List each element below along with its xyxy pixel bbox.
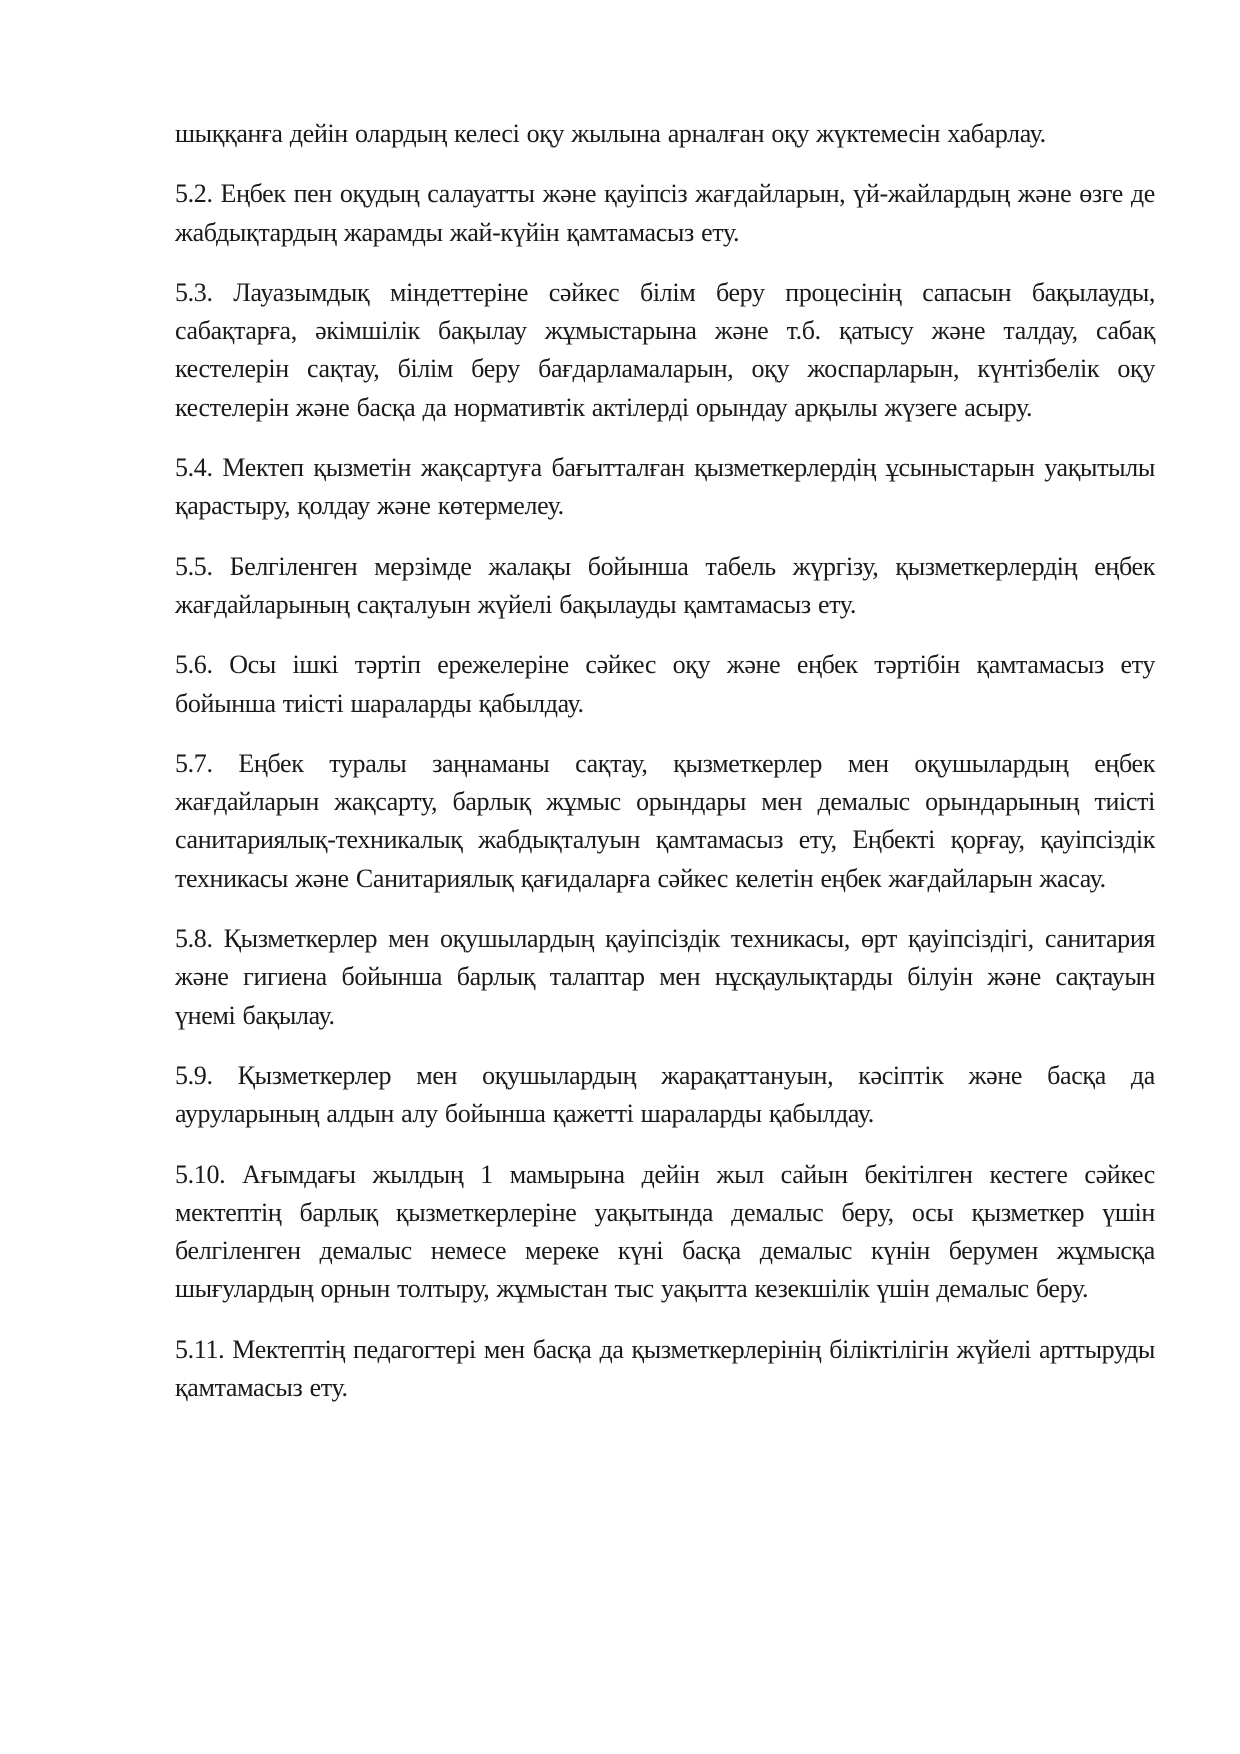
paragraph-text: Мектеп қызметін жақсартуға бағытталған қызметкерлердің ұсыныстарын уақытылы қарастыру, қолдау және көтермелеу. (175, 453, 1155, 521)
paragraph-5-10 (175, 1156, 1155, 1309)
paragraph-5-2 (175, 175, 1155, 252)
paragraph-5-4 (175, 449, 1155, 526)
paragraph-text: Қызметкерлер мен оқушылардың қауіпсіздік техникасы, өрт қауіпсіздігі, санитария және гигиена бойынша барлық талаптар мен нұсқаулықтарды білуін және сақтауын үнемі бақылау. (175, 924, 1155, 1030)
paragraph-number: 5.10. (175, 1159, 226, 1189)
paragraph-number: 5.11. (175, 1334, 225, 1364)
paragraph-5-11 (175, 1331, 1155, 1408)
paragraph-text: Ағымдағы жылдың 1 мамырына дейін жыл сайын бекітілген кестеге сәйкес мектептің барлық қызметкерлеріне уақытында демалыс беру, осы қызметкер үшін белгіленген демалыс немесе мереке күні басқа демалыс күнін берумен жұмысқа шығулардың орнын толтыру, жұмыстан тыс уақытта кезекшілік үшін демалыс беру. (175, 1159, 1155, 1304)
paragraph-text: шыққанға дейін олардың келесі оқу жылына арналған оқу жүктемесін хабарлау. (175, 119, 1046, 148)
paragraph-text: Осы ішкі тәртіп ережелеріне сәйкес оқу және еңбек тәртібін қамтамасыз ету бойынша тиісті шараларды қабылдау. (175, 650, 1155, 718)
paragraph-text: Белгіленген мерзімде жалақы бойынша табель жүргізу, қызметкерлердің еңбек жағдайларының сақталуын жүйелі бақылауды қамтамасыз ету. (175, 551, 1155, 619)
paragraph-continuation (175, 115, 1155, 153)
paragraph-number: 5.5. (175, 551, 213, 581)
paragraph-number: 5.8. (175, 924, 213, 954)
document-page (175, 115, 1155, 1429)
paragraph-text: Мектептің педагогтері мен басқа да қызметкерлерінің біліктілігін жүйелі арттыруды қамтамасыз ету. (175, 1334, 1155, 1403)
paragraph-5-7 (175, 745, 1155, 898)
paragraph-number: 5.3. (175, 277, 213, 307)
paragraph-number: 5.4. (175, 453, 213, 483)
paragraph-number: 5.2. (175, 179, 213, 209)
paragraph-5-3 (175, 274, 1155, 427)
paragraph-number: 5.7. (175, 748, 213, 778)
paragraph-number: 5.6. (175, 650, 213, 680)
paragraph-text: Лауазымдық міндеттеріне сәйкес білім беру процесінің сапасын бақылауды, сабақтарға, әкімшілік бақылау жұмыстарына және т.б. қатысу және талдау, сабақ кестелерін сақтау, білім беру бағдарламаларын, оқу жоспарларын, күнтізбелік оқу кестелерін және басқа да нормативтік актілерді орындау арқылы жүзеге асыру. (175, 277, 1155, 422)
paragraph-5-6 (175, 646, 1155, 723)
paragraph-text: Еңбек пен оқудың салауатты және қауіпсіз жағдайларын, үй-жайлардың және өзге де жабдықтардың жарамды жай-күйін қамтамасыз ету. (175, 179, 1155, 247)
paragraph-5-5 (175, 548, 1155, 625)
paragraph-text: Еңбек туралы заңнаманы сақтау, қызметкерлер мен оқушылардың еңбек жағдайларын жақсарту, барлық жұмыс орындары мен демалыс орындарының тиісті санитариялық-техникалық жабдықталуын қамтамасыз ету, Еңбекті қорғау, қауіпсіздік техникасы және Санитариялық қағидаларға сәйкес келетін еңбек жағдайларын жасау. (175, 748, 1156, 893)
paragraph-text: Қызметкерлер мен оқушылардың жарақаттануын, кәсіптік және басқа да ауруларының алдын алу бойынша қажетті шараларды қабылдау. (175, 1060, 1155, 1129)
paragraph-5-9 (175, 1057, 1155, 1134)
paragraph-5-8 (175, 920, 1155, 1035)
paragraph-number: 5.9. (175, 1060, 213, 1090)
